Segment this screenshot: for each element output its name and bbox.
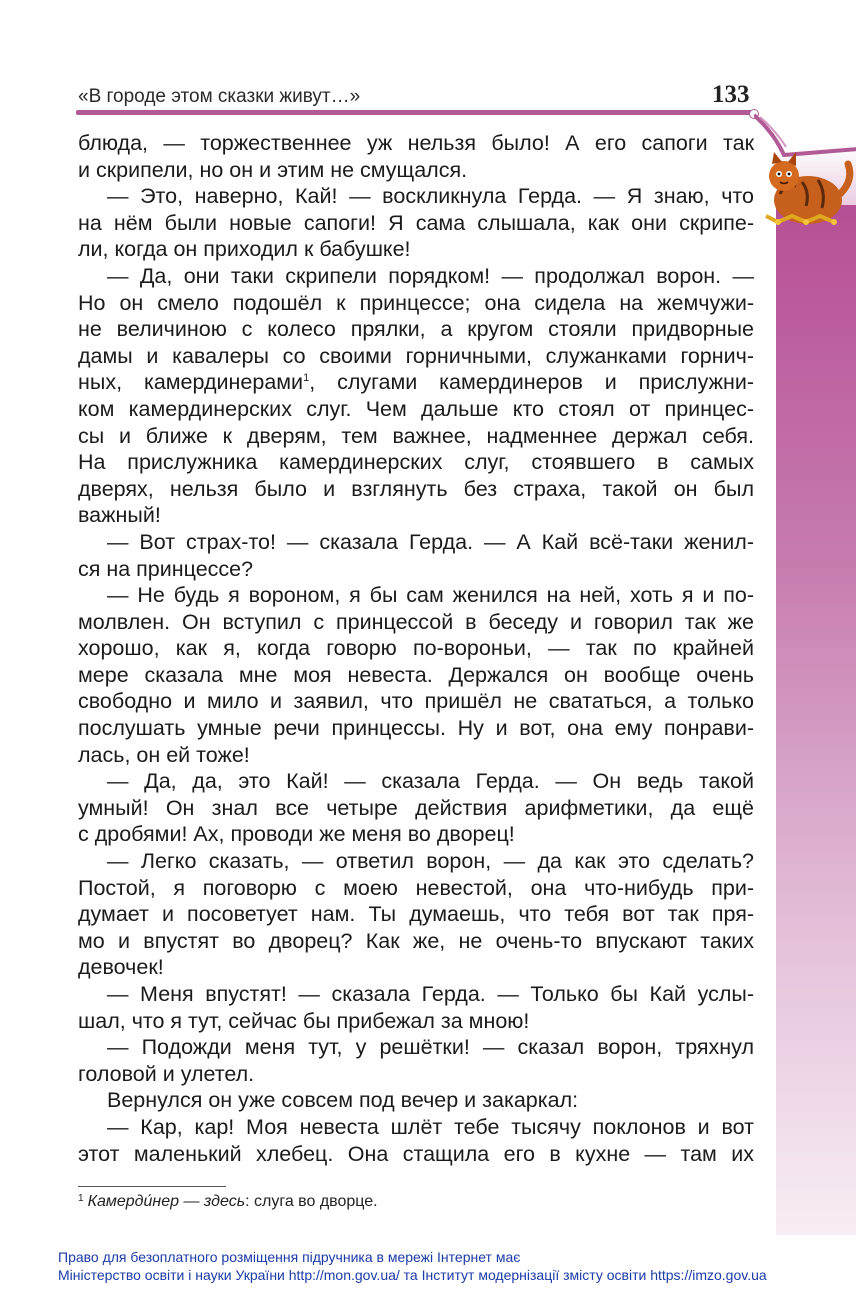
header-rule: [76, 110, 756, 115]
footnote-term: Камерди́нер — здесь: [87, 1193, 246, 1210]
page-number: 133: [712, 81, 750, 108]
text-line: ных, камердинерами$^1$, слугами камердинеров и прислужни-: [78, 370, 754, 395]
text-line: — Да, да, это Кай! — сказала Герда. — Он ведь такой: [107, 769, 754, 794]
text-line: — Это, наверно, Кай! — воскликнула Герда. — Я знаю, что: [107, 184, 754, 209]
text-line: сы и ближе к дверям, тем важнее, надменнее держал себя.: [78, 423, 754, 448]
text-line: не величиною с колесо прялки, а кругом стояли придворные: [78, 317, 754, 342]
text-line: дверях, нельзя было и взглянуть без страха, такой он был: [78, 476, 754, 501]
text-line: послушать умные речи принцессы. Ну и вот, она ему понрави-: [78, 716, 754, 741]
cat-mascot-icon: [756, 150, 856, 236]
text-line: На прислужника камердинерских слуг, стоявшего в самых: [78, 450, 754, 475]
side-band: [776, 205, 856, 1235]
text-line: ся на принцессе?: [78, 556, 254, 581]
text-line: молвлен. Он вступил с принцессой в беседу и говорил так же: [78, 609, 754, 634]
running-header: «В городе этом сказки живут…»: [78, 86, 361, 107]
text-line: — Да, они таки скрипели порядком! — продолжал ворон. —: [107, 263, 754, 288]
text-line: — Подожди меня тут, у решётки! — сказал ворон, тряхнул: [107, 1035, 754, 1060]
text-line: — Меня впустят! — сказала Герда. — Только бы Кай услы-: [107, 982, 754, 1006]
footnote-definition: : слуга во дворце.: [245, 1193, 378, 1210]
license-notice-line-2: Міністерство освіти і науки України http://mon.gov.ua/ та Інститут модернізації змісту освіти https://imzo.gov.ua: [58, 1267, 767, 1283]
text-line: свободно и мило и заявил, что пришёл не свататься, а только: [78, 689, 754, 714]
text-line: дамы и кавалеры со своими горничными, служанками горнич-: [78, 343, 754, 368]
text-line: блюда, — торжественнее уж нельзя было! А его сапоги так: [78, 131, 754, 155]
license-notice: [58, 1248, 767, 1284]
text-line: ком камердинерских слуг. Чем дальше кто стоял от принцес-: [78, 396, 754, 421]
text-line: лась, он ей тоже!: [78, 742, 250, 767]
text-line: умный! Он знал все четыре действия арифметики, да ещё: [78, 795, 754, 820]
text-line: Постой, я поговорю с моею невестой, она что-нибудь при-: [78, 875, 754, 900]
text-line: на нём были новые сапоги! Я сама слышала, как они скрипе-: [78, 210, 754, 235]
license-notice-line-1: Право для безоплатного розміщення підручника в мережі Інтернет має: [58, 1249, 521, 1265]
story-text: [78, 130, 754, 1167]
text-line: важный!: [78, 503, 161, 528]
text-line: ли, когда он приходил к бабушке!: [78, 237, 411, 262]
footnote: [78, 1193, 378, 1211]
footnote-mark: 1: [78, 1193, 84, 1204]
footnote-ref: 1: [303, 372, 310, 385]
text-line: хорошо, как я, когда говорю по-вороньи, — так по крайней: [78, 636, 754, 661]
text-line: Вернулся он уже совсем под вечер и закаркал:: [107, 1088, 579, 1113]
text-line: головой и улетел.: [78, 1061, 255, 1086]
text-line: Но он смело подошёл к принцессе; она сидела на жемчужи-: [78, 290, 754, 315]
text-line: и скрипели, но он и этим не смущался.: [78, 157, 468, 182]
text-line: шал, что я тут, сейчас бы прибежал за мною!: [78, 1008, 530, 1033]
text-line: думает и посоветует нам. Ты думаешь, что тебя вот так пря-: [78, 902, 754, 927]
text-line: — Легко сказать, — ответил ворон, — да как это сделать?: [107, 849, 754, 874]
footnote-rule: [78, 1186, 226, 1187]
text-line: — Вот страх-то! — сказала Герда. — А Кай всё-таки женил-: [107, 529, 754, 554]
text-line: мере сказала мне моя невеста. Держался он вообще очень: [78, 662, 754, 687]
text-line: мо и впустят во дворец? Как же, не очень-то впускают таких: [78, 928, 754, 953]
text-line: девочек!: [78, 955, 164, 980]
text-line: этот маленький хлебец. Она стащила его в кухне — там их: [78, 1141, 754, 1166]
text-line: — Не будь я вороном, я бы сам женился на ней, хоть я и по-: [107, 583, 754, 608]
text-line: — Кар, кар! Моя невеста шлёт тебе тысячу поклонов и вот: [107, 1114, 754, 1139]
text-line: с дробями! Ах, проводи же меня во дворец!: [78, 822, 515, 847]
